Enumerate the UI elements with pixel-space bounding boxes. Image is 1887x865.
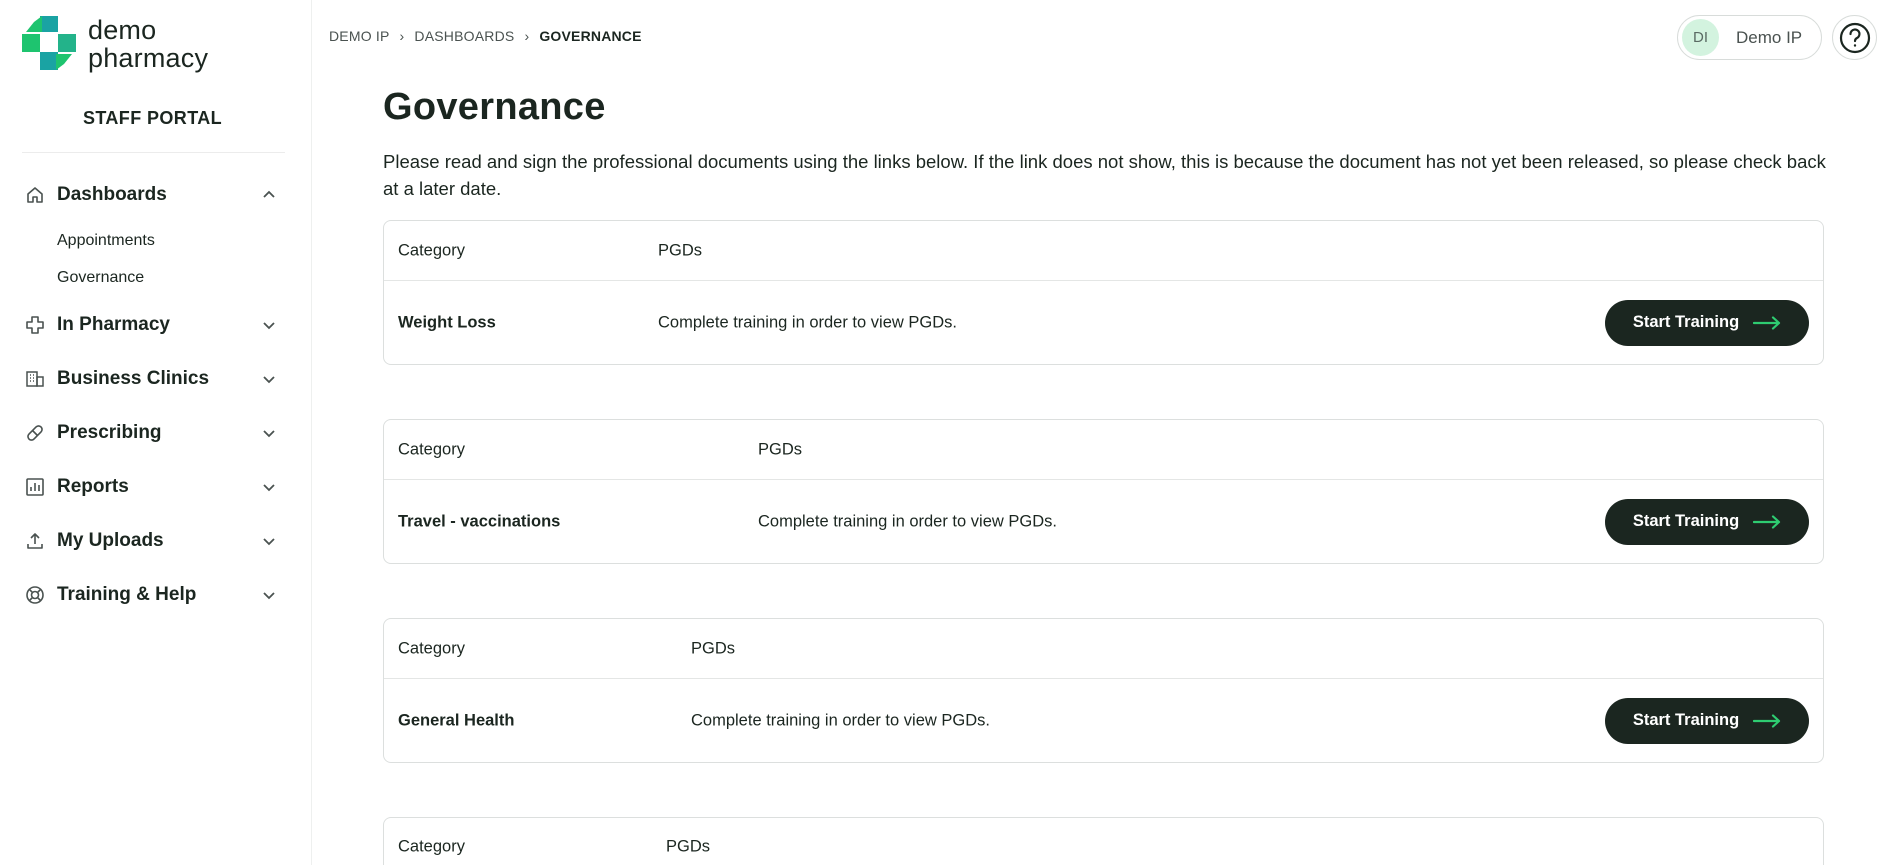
breadcrumb-link-dashboards[interactable]: DASHBOARDS xyxy=(414,28,515,44)
start-training-label: Start Training xyxy=(1632,711,1740,729)
user-menu-button[interactable] xyxy=(1677,15,1822,60)
card-header xyxy=(384,420,1823,480)
brand-name-line1: demo xyxy=(88,15,157,45)
sidebar-divider xyxy=(22,152,285,153)
start-training-button[interactable] xyxy=(1605,499,1809,545)
medical-cross-icon xyxy=(24,314,46,336)
header-category: Category xyxy=(398,241,465,259)
start-training-label: Start Training xyxy=(1632,512,1740,530)
page-title: Governance xyxy=(383,86,606,128)
brand-name xyxy=(88,16,208,72)
category-name: Weight Loss xyxy=(398,313,496,331)
chevron-down-icon[interactable] xyxy=(261,371,277,387)
sidebar-item-training-help[interactable] xyxy=(0,568,305,622)
start-training-label: Start Training xyxy=(1632,313,1740,331)
sidebar-item-prescribing[interactable] xyxy=(0,406,305,460)
brand-logo-icon xyxy=(20,14,78,72)
brand-logo[interactable] xyxy=(20,14,208,72)
category-name: Travel - vaccinations xyxy=(398,512,561,530)
arrow-right-icon xyxy=(1753,316,1781,330)
sidebar-subitem-appointments[interactable]: Appointments xyxy=(57,231,155,249)
header-pgds: PGDs xyxy=(666,837,711,856)
sidebar-item-in-pharmacy[interactable] xyxy=(0,298,305,352)
card-row xyxy=(384,679,1823,762)
upload-icon xyxy=(24,530,46,552)
chevron-down-icon[interactable] xyxy=(261,533,277,549)
card-header xyxy=(384,818,1823,865)
sidebar-item-label: Dashboards xyxy=(57,184,167,205)
sidebar xyxy=(0,0,312,865)
pgd-message: Complete training in order to view PGDs. xyxy=(758,512,1057,530)
breadcrumb xyxy=(329,28,642,44)
chevron-down-icon[interactable] xyxy=(261,479,277,495)
building-icon xyxy=(24,368,46,390)
user-name: Demo IP xyxy=(1736,27,1803,47)
sidebar-item-my-uploads[interactable] xyxy=(0,514,305,568)
page-description: Please read and sign the professional documents using the links below. If the link does not show, this is because the document has not yet been released, so please check back at a later date. xyxy=(383,151,1826,199)
header-category: Category xyxy=(398,639,465,657)
header-pgds: PGDs xyxy=(691,639,736,657)
start-training-button[interactable] xyxy=(1605,698,1809,744)
header-pgds: PGDs xyxy=(658,241,703,259)
card-row xyxy=(384,480,1823,563)
pgd-message: Complete training in order to view PGDs. xyxy=(691,711,990,729)
bar-chart-icon xyxy=(24,476,46,498)
sidebar-item-dashboards[interactable] xyxy=(0,168,305,222)
chevron-down-icon[interactable] xyxy=(261,317,277,333)
chevron-up-icon[interactable] xyxy=(261,187,277,203)
chevron-down-icon[interactable] xyxy=(261,425,277,441)
dashboards-submenu xyxy=(0,222,305,296)
home-icon xyxy=(24,184,46,206)
question-mark-icon xyxy=(1838,21,1872,55)
breadcrumb-current: GOVERNANCE xyxy=(539,28,642,44)
pgd-card-partial xyxy=(383,817,1824,865)
card-header xyxy=(384,221,1823,281)
pgd-message: Complete training in order to view PGDs. xyxy=(658,313,957,331)
category-name: General Health xyxy=(398,711,515,729)
header-pgds: PGDs xyxy=(758,440,803,458)
brand-name-line2: pharmacy xyxy=(88,43,209,73)
lifebuoy-icon xyxy=(24,584,46,606)
pgd-card-weight-loss xyxy=(383,220,1824,365)
help-button[interactable] xyxy=(1832,15,1877,60)
sidebar-item-label: My Uploads xyxy=(57,530,164,551)
chevron-right-icon: › xyxy=(399,28,405,44)
sidebar-item-business-clinics[interactable] xyxy=(0,352,305,406)
header-category: Category xyxy=(398,440,465,458)
chevron-right-icon: › xyxy=(524,28,530,44)
sidebar-nav xyxy=(0,168,305,622)
chevron-down-icon[interactable] xyxy=(261,587,277,603)
arrow-right-icon xyxy=(1753,515,1781,529)
sidebar-item-label: In Pharmacy xyxy=(57,314,170,335)
sidebar-item-label: Reports xyxy=(57,476,129,497)
sidebar-item-label: Training & Help xyxy=(57,584,197,605)
avatar: DI xyxy=(1682,19,1719,56)
pgd-card-travel-vaccinations xyxy=(383,419,1824,564)
breadcrumb-link-demo-ip[interactable]: DEMO IP xyxy=(329,28,390,44)
pgd-card-general-health xyxy=(383,618,1824,763)
card-row xyxy=(384,281,1823,364)
portal-title: STAFF PORTAL xyxy=(82,108,223,128)
arrow-right-icon xyxy=(1753,714,1781,728)
card-header xyxy=(384,619,1823,679)
sidebar-item-label: Business Clinics xyxy=(57,368,210,389)
sidebar-subitem-governance[interactable]: Governance xyxy=(57,268,145,286)
pill-icon xyxy=(24,422,46,444)
sidebar-item-reports[interactable] xyxy=(0,460,305,514)
start-training-button[interactable] xyxy=(1605,300,1809,346)
header-category: Category xyxy=(398,837,465,856)
sidebar-item-label: Prescribing xyxy=(57,422,162,443)
